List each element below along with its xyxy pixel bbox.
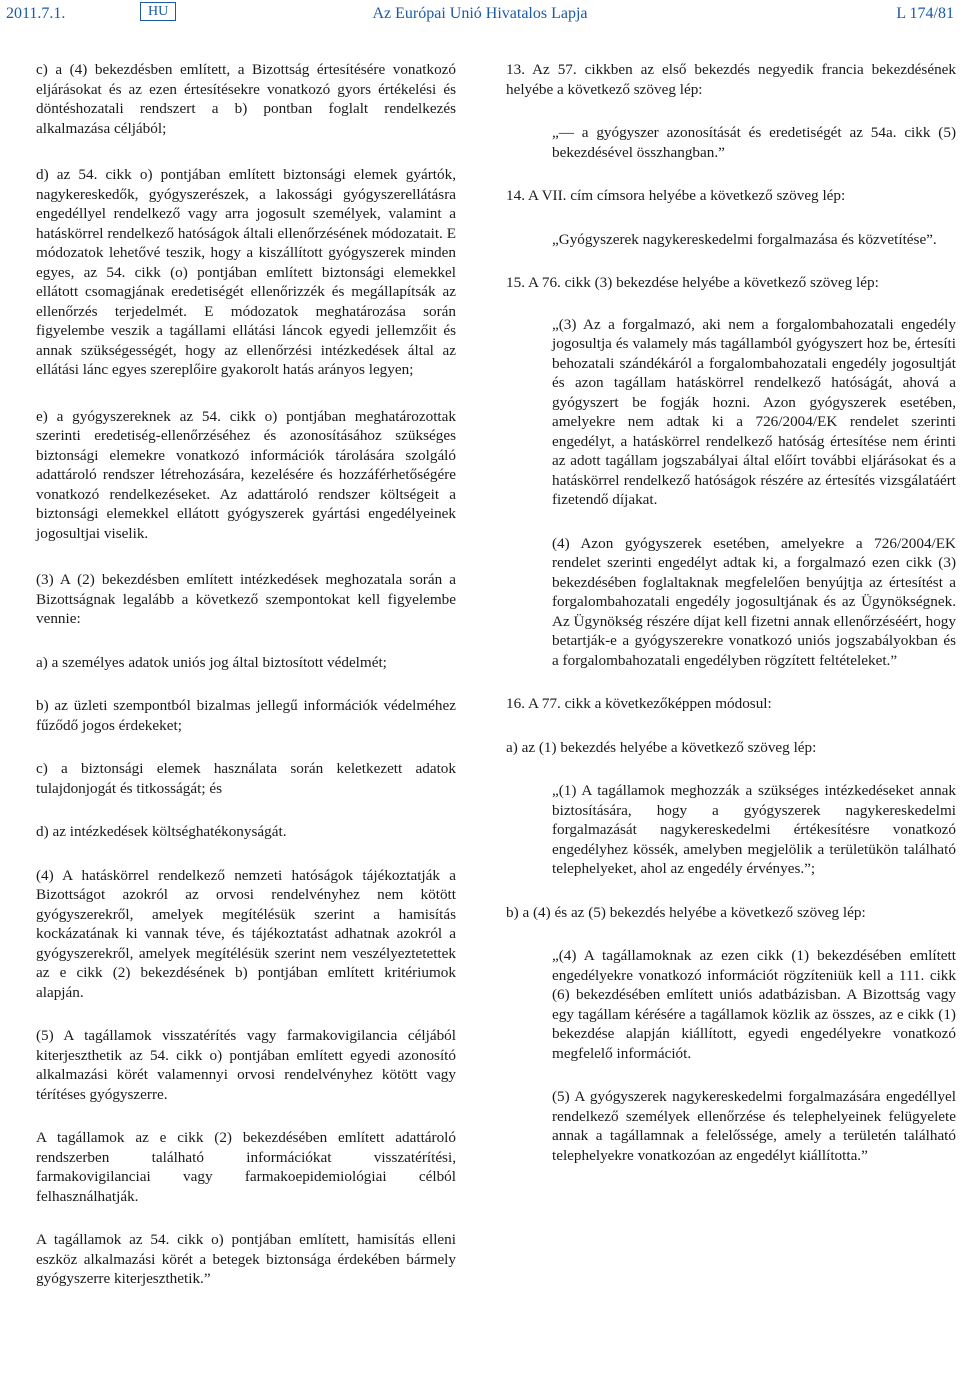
quoted-text: „(3) Az a forgalmazó, aki nem a forgalombahozatali engedély jogosultja és valamely más tagállamból gyógyszert hoz be, értesíti behozatali szándékáról a forgalombahozatali engedély jogosultját és azon tagállam hatáskörrel rendelkező hatóságát, ahová a gyógyszert be fogják hozni. Azon gyógyszerek esetében, amelyekre nem adtak ki a 726/2004/EK rendelet szerinti engedélyt, a hatáskörrel rendelkező hatóság értesítése nem érinti az adott tagállam jogszabályai által előírt további eljárásokat és a hatáskörrel rendelkező hatóságok részére az értesítés vizsgálatáért fizetendő díjakat. xyxy=(552,315,956,508)
left-column xyxy=(36,60,456,1289)
paragraph: 13. Az 57. cikkben az első bekezdés negyedik francia bekezdésének helyébe a következő szöveg lép: xyxy=(506,61,956,98)
quoted-text: „— a gyógyszer azonosítását és eredetiségét az 54a. cikk (5) bekezdésével összhangban.” xyxy=(552,124,956,161)
paragraph: c) a (4) bekezdésben említett, a Bizottság értesítésére vonatkozó eljárásokat és az ezen értesítésekre vonatkozó gyors értékelési és döntéshozatali rendszert a b) pontban foglalt rendelkezés alkalmazása céljából; xyxy=(36,61,456,137)
paragraph: (5) A tagállamok visszatérítés vagy farmakovigilancia céljából kiterjeszthetik az 54. cikk o) pontjában említett egyedi azonosító alkalmazási körét valamennyi orvosi rendelvényhez kötött vagy térítéses gyógyszerre. xyxy=(36,1027,456,1103)
paragraph: 16. A 77. cikk a következőképpen módosul: xyxy=(506,695,772,712)
paragraph: A tagállamok az 54. cikk o) pontjában említett, hamisítás elleni eszköz alkalmazási körét a betegek biztonsága érdekében bármely gyógyszerre kiterjeszthetik.” xyxy=(36,1231,456,1287)
paragraph: e) a gyógyszereknek az 54. cikk o) pontjában meghatározottak szerinti eredetiség-ellenőrzéséhez és azonosításához szükséges biztonsági elemekre vonatkozó információk tárolására szolgáló adattároló rendszer létrehozására, kezelésére és hozzáférhetőségére vonatkozó rendelkezéseket. Az adattároló rendszer költségeit a biztonsági elemekkel ellátott gyógyszerek gyártási engedélyeinek jogosultjai viselik. xyxy=(36,407,456,542)
paragraph: 14. A VII. cím címsora helyébe a következő szöveg lép: xyxy=(506,187,846,204)
paragraph: c) a biztonsági elemek használata során keletkezett adatok tulajdonjogát és titkosságát; és xyxy=(36,760,456,797)
paragraph: 15. A 76. cikk (3) bekezdése helyébe a következő szöveg lép: xyxy=(506,274,879,291)
quoted-text: „(4) A tagállamoknak az ezen cikk (1) bekezdésében említett engedélyekre vonatkozó információt rögzíteniük kell a 111. cikk (6) bekezdésében említett uniós adatbázisban. A Bizottság vagy egy tagállam kérésére a tagállamok közlik az összes, az e cikk (1) bekezdése alapján kiállított, egyedi engedélyekre vonatkozó megfelelő információt. xyxy=(552,947,956,1062)
paragraph: a) a személyes adatok uniós jog által biztosított védelmét; xyxy=(36,653,387,671)
language-badge: HU xyxy=(140,2,176,21)
header-date: 2011.7.1. xyxy=(6,5,66,22)
quoted-text: (4) Azon gyógyszerek esetében, amelyekre a 726/2004/EK rendelet szerinti engedélyt adtak ki, a forgalmazó ezen cikk (3) bekezdésében foglaltaknak megfelelően benyújtja az értesítést a forgalombahozatali engedély jogosultjának és az Ügynökségnek. Az Ügynökség részére díjat kell fizetni annak ellenőrzéséért, hogy betartják-e a gyógyszerekre vonatkozó uniós jogszabályokban és a forgalombahozatali engedélyben rögzített feltételeket.” xyxy=(552,534,956,669)
quoted-text: (5) A gyógyszerek nagykereskedelmi forgalmazására engedéllyel rendelkező személyek ellenőrzése és telephelyeinek felügyelete annak a tagállamnak a felelőssége, amely a területén található telephelyekre vonatkozóan az engedélyt kiállította.” xyxy=(552,1088,956,1164)
paragraph: (4) A hatáskörrel rendelkező nemzeti hatóságok tájékoztatják a Bizottságot azokról az orvosi rendelvényhez nem kötött gyógyszerekről, amelyek megítélésük szerint a hamisítás kockázatának ki vannak téve, és tájékoztatást adhatnak azokról a gyógyszerekről, amelyek megítélésük szerint nem veszélyeztetettek az e cikk (2) bekezdésének b) pontjában említett kritériumok alapján. xyxy=(36,866,456,1001)
paragraph: d) az intézkedések költséghatékonyságát. xyxy=(36,823,287,840)
quoted-text: „(1) A tagállamok meghozzák a szükséges intézkedéseket annak biztosítására, hogy a gyógyszerek nagykereskedelmi forgalmazását nagykereskedelmi értékesítésre vonatkozó engedélyhez kössék, amelyben megjelölik a területükön található telephelyeket, ahol az engedély érvényes.”; xyxy=(552,782,956,877)
page-number: L 174/81 xyxy=(896,5,954,22)
paragraph: b) a (4) és az (5) bekezdés helyébe a következő szöveg lép: xyxy=(506,903,866,921)
paragraph: a) az (1) bekezdés helyébe a következő szöveg lép: xyxy=(506,738,817,756)
page-header xyxy=(0,0,960,30)
quoted-text: „Gyógyszerek nagykereskedelmi forgalmazása és közvetítése”. xyxy=(552,230,937,248)
paragraph: b) az üzleti szempontból bizalmas jellegű információk védelméhez fűződő jogos érdekeket; xyxy=(36,697,456,734)
paragraph: d) az 54. cikk o) pontjában említett biztonsági elemek gyártók, nagykereskedők, gyógyszerészek, a lakossági gyógyszerellátásra engedéllyel rendelkező vagy arra jogosult személyek, valamint a hatáskörrel rendelkező hatóságok általi ellenőrzésének módozatait. E módozatok lehetővé teszik, hogy a kiszállított gyógyszerek minden egyes, az 54. cikk (o) pontjában említett biztonsági elemekkel ellátott csomagjának eredetiségét ellenőrizzék és megállapítsák az ellenőrzés terjedelmét. E módozatok meghatározása során figyelembe veszik a tagállami ellátási láncok egyedi jellemzőit és annak szükségességét, hogy az ellenőrzési intézkedések által az ellátási lánc egyes szereplőire gyakorolt hatás arányos legyen; xyxy=(36,166,456,378)
right-column xyxy=(506,60,956,1165)
paragraph: (3) A (2) bekezdésben említett intézkedések meghozatala során a Bizottságnak legalább a következő szempontokat kell figyelembe vennie: xyxy=(36,571,456,627)
journal-title: Az Európai Unió Hivatalos Lapja xyxy=(372,5,588,22)
paragraph: A tagállamok az e cikk (2) bekezdésében említett adattároló rendszerben található információkat visszatérítési, farmakovigilanciai vagy farmakoepidemiológiai célból felhasználhatják. xyxy=(36,1129,456,1205)
